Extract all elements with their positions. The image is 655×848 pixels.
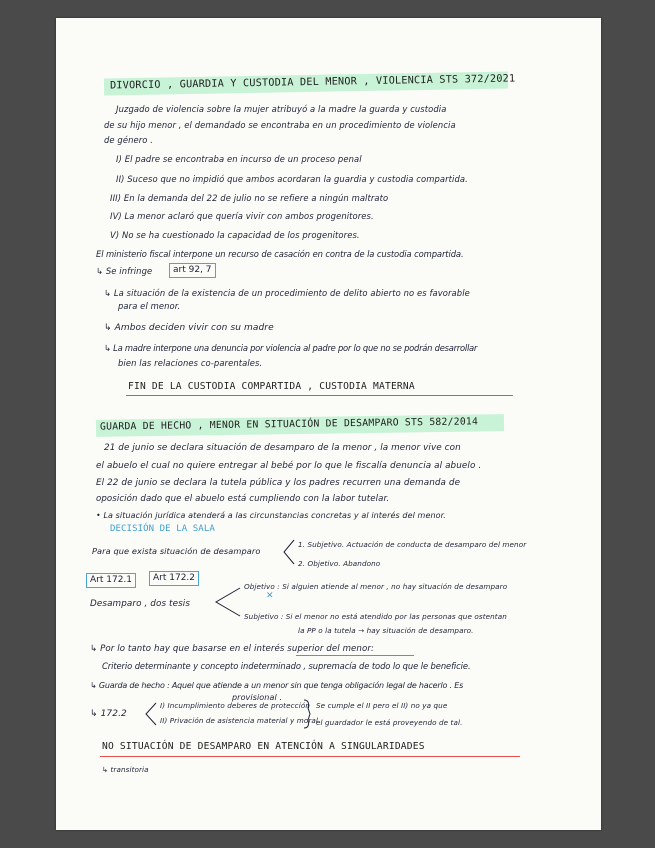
subjetivo-line: Subjetivo : Si el menor no está atendido por las personas que ostentan <box>244 612 507 621</box>
situacion-line-1: ↳ La situación de la existencia de un procedimiento de delito abierto no es favorable <box>104 288 470 298</box>
x-mark-icon: ✕ <box>266 591 274 601</box>
decision-heading: DECISIÓN DE LA SALA <box>110 524 215 534</box>
incumplimiento-1: I) Incumplimiento deberes de protección <box>160 701 310 710</box>
requirement-2: 2. Objetivo. Abandono <box>298 559 381 568</box>
desamparo-line-2: el abuelo el cual no quiere entregar al bebé por lo que le fiscalía denuncia al abuelo . <box>96 461 482 471</box>
conclusion-underline <box>126 395 513 396</box>
infringe-label: ↳ Se infringe <box>96 266 153 276</box>
desamparo-line-3: El 22 de junio se declara la tutela pública y los padres recurren una demanda de <box>96 478 461 488</box>
section1-title: DIVORCIO , GUARDIA Y CUSTODIA DEL MENOR , VIOLENCIA STS 372/2021 <box>109 73 516 92</box>
madre-line-2: bien las relaciones co-parentales. <box>118 358 263 368</box>
cumple-brace <box>302 698 312 730</box>
tesis-brace <box>212 586 242 618</box>
situacion-line-2: para el menor. <box>118 301 181 311</box>
para-que-line: Para que exista situación de desamparo <box>92 546 261 556</box>
section2-conclusion: NO SITUACIÓN DE DESAMPARO EN ATENCIÓN A SINGULARIDADES <box>102 741 425 752</box>
point-3: III) En la demanda del 22 de julio no se refiere a ningún maltrato <box>110 193 389 203</box>
requirement-1: 1. Subjetivo. Actuación de conducta de desamparo del menor <box>298 540 527 549</box>
intro-line-3: de género . <box>104 135 154 145</box>
desamparo-line-5: • La situación jurídica atenderá a las circunstancias concretas y al interés del menor. <box>96 511 446 520</box>
point-1: I) El padre se encontraba en incurso de un proceso penal <box>116 154 362 164</box>
intro-line-2: de su hijo menor , el demandado se encontraba en un procedimiento de violencia <box>104 120 456 130</box>
interes-underline <box>296 655 414 656</box>
notebook-page <box>56 18 601 830</box>
section2-title: GUARDA DE HECHO , MENOR EN SITUACIÓN DE DESAMPARO STS 582/2014 <box>99 416 479 433</box>
point-2: II) Suceso que no impidió que ambos acordaran la guardia y custodia compartida. <box>116 174 468 184</box>
guarda-line-2: provisional . <box>232 693 283 702</box>
art-172-2-line: ↳ 172.2 <box>90 709 127 719</box>
cumple-line-2: el guardador le está proveyendo de tal. <box>316 718 463 727</box>
point-4: IV) La menor aclaró que quería vivir con ambos progenitores. <box>110 211 374 221</box>
criterio-line: Criterio determinante y concepto indeterminado , supremacía de todo lo que le beneficie. <box>102 661 471 671</box>
intro-line-1: Juzgado de violencia sobre la mujer atribuyó a la madre la guarda y custodia <box>116 104 447 114</box>
por-tanto-line: ↳ Por lo tanto hay que basarse en el interés superior del menor: <box>90 644 374 654</box>
footer-note: ↳ transitoria <box>102 765 149 774</box>
article-172-2-box: Art 172.2 <box>149 571 199 586</box>
guarda-line: ↳ Guarda de hecho : Aquel que atiende a un menor sin que tenga obligación legal de hacerlo . Es <box>90 681 464 690</box>
article-172-1-box: Art 172.1 <box>86 573 136 588</box>
ambos-line: ↳ Ambos deciden vivir con su madre <box>104 323 274 333</box>
desamparo-line-1: 21 de junio se declara situación de desamparo de la menor , la menor vive con <box>104 443 461 453</box>
point-5: V) No se ha cuestionado la capacidad de los progenitores. <box>110 230 360 240</box>
objetivo-line: Objetivo : Si alguien atiende al menor , no hay situación de desamparo <box>244 582 508 591</box>
desamparo-line-4: oposición dado que el abuelo está cumpliendo con la labor tutelar. <box>96 494 390 504</box>
incumplimiento-2: II) Privación de asistencia material y moral <box>160 716 319 725</box>
incumplimiento-brace <box>144 701 158 727</box>
conclusion-underline-2 <box>100 756 520 757</box>
section1-conclusion: FIN DE LA CUSTODIA COMPARTIDA , CUSTODIA MATERNA <box>128 381 415 392</box>
desamparo-tesis: Desamparo , dos tesis <box>90 599 191 609</box>
article-92-7-box: art 92, 7 <box>169 263 216 278</box>
cumple-line-1: Se cumple el II pero el II) no ya que <box>316 701 448 710</box>
fiscal-line: El ministerio fiscal interpone un recurso de casación en contra de la custodia compartida. <box>96 249 464 259</box>
subjetivo-line-2: la PP o la tutela → hay situación de desamparo. <box>298 626 474 635</box>
requirements-brace <box>282 538 296 566</box>
madre-line-1: ↳ La madre interpone una denuncia por violencia al padre por lo que no se podrán desarrollar <box>104 343 478 353</box>
